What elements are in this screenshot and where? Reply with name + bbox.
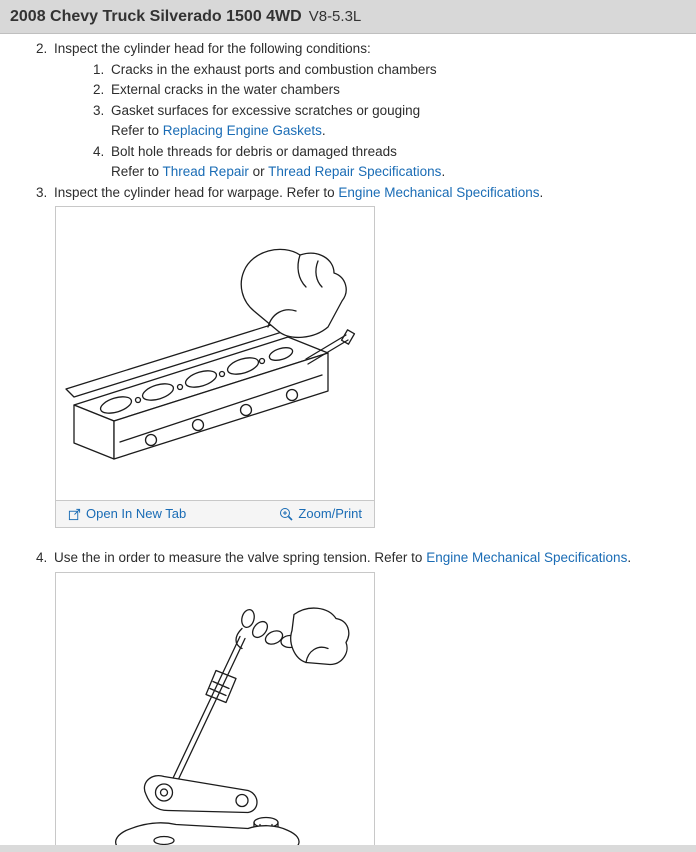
step-2 bbox=[36, 39, 676, 183]
page-bottom-edge bbox=[0, 845, 696, 852]
zoom-print-label: Zoom/Print bbox=[298, 505, 362, 521]
step-2-text: Inspect the cylinder head for the following conditions: bbox=[54, 41, 371, 56]
procedure-content bbox=[0, 34, 696, 852]
figure-toolbar bbox=[56, 500, 374, 527]
link-engine-mechanical-specifications[interactable]: Engine Mechanical Specifications bbox=[338, 184, 540, 200]
step-3-number: 3. bbox=[36, 184, 48, 200]
substep-3 bbox=[93, 101, 676, 142]
step-2-number: 2. bbox=[36, 41, 48, 56]
engine-spec: V8-5.3L bbox=[308, 8, 362, 25]
link-replacing-engine-gaskets[interactable]: Replacing Engine Gaskets bbox=[162, 123, 322, 138]
substep-2-number: 2. bbox=[93, 82, 105, 97]
vehicle-title: 2008 Chevy Truck Silverado 1500 4WD bbox=[10, 8, 302, 25]
link-engine-mechanical-specifications-2[interactable]: Engine Mechanical Specifications bbox=[426, 550, 628, 565]
refer-prefix: Refer to bbox=[111, 123, 163, 138]
substep-4-number: 4. bbox=[93, 143, 105, 159]
valve-spring-tester-drawing bbox=[56, 573, 374, 852]
link-thread-repair-specifications[interactable]: Thread Repair Specifications bbox=[268, 164, 442, 179]
open-in-new-tab-button[interactable] bbox=[68, 504, 186, 525]
zoom-print-button[interactable] bbox=[279, 504, 362, 525]
cylinder-head-image bbox=[56, 207, 374, 500]
link-thread-repair[interactable]: Thread Repair bbox=[162, 164, 249, 179]
step-3 bbox=[36, 183, 676, 204]
substep-3-number: 3. bbox=[93, 102, 105, 118]
page-header bbox=[0, 0, 696, 34]
step-3-suffix: . bbox=[539, 184, 544, 200]
step-4-suffix: . bbox=[627, 550, 632, 565]
figure-cylinder-head bbox=[55, 206, 375, 528]
step-4-text: Use the in order to measure the valve spring tension. Refer to bbox=[54, 550, 427, 565]
step-2-sublist bbox=[93, 60, 676, 183]
substep-4 bbox=[93, 142, 676, 183]
substep-1 bbox=[93, 60, 676, 81]
substep-4-refer bbox=[111, 162, 676, 183]
open-in-new-tab-label: Open In New Tab bbox=[86, 505, 187, 521]
step-3-text: Inspect the cylinder head for warpage. Refer to bbox=[54, 184, 339, 200]
refer-suffix: . bbox=[441, 164, 446, 179]
substep-2-text: External cracks in the water chambers bbox=[111, 82, 340, 97]
step-4 bbox=[36, 548, 676, 569]
refer-prefix: Refer to bbox=[111, 164, 163, 179]
refer-middle: or bbox=[248, 164, 269, 179]
substep-3-refer bbox=[111, 121, 676, 142]
substep-4-text: Bolt hole threads for debris or damaged threads bbox=[111, 143, 397, 159]
refer-suffix: . bbox=[321, 123, 326, 138]
substep-1-text: Cracks in the exhaust ports and combustion chambers bbox=[111, 61, 437, 77]
substep-3-text: Gasket surfaces for excessive scratches or gouging bbox=[111, 102, 421, 118]
substep-1-number: 1. bbox=[93, 61, 105, 77]
cylinder-head-drawing bbox=[56, 207, 374, 500]
figure-valve-spring-tester bbox=[55, 572, 375, 852]
zoom-icon bbox=[279, 507, 293, 521]
open-in-new-tab-icon bbox=[68, 508, 81, 521]
valve-spring-tester-image bbox=[56, 573, 374, 852]
step-4-number: 4. bbox=[36, 550, 48, 565]
substep-2 bbox=[93, 80, 676, 101]
